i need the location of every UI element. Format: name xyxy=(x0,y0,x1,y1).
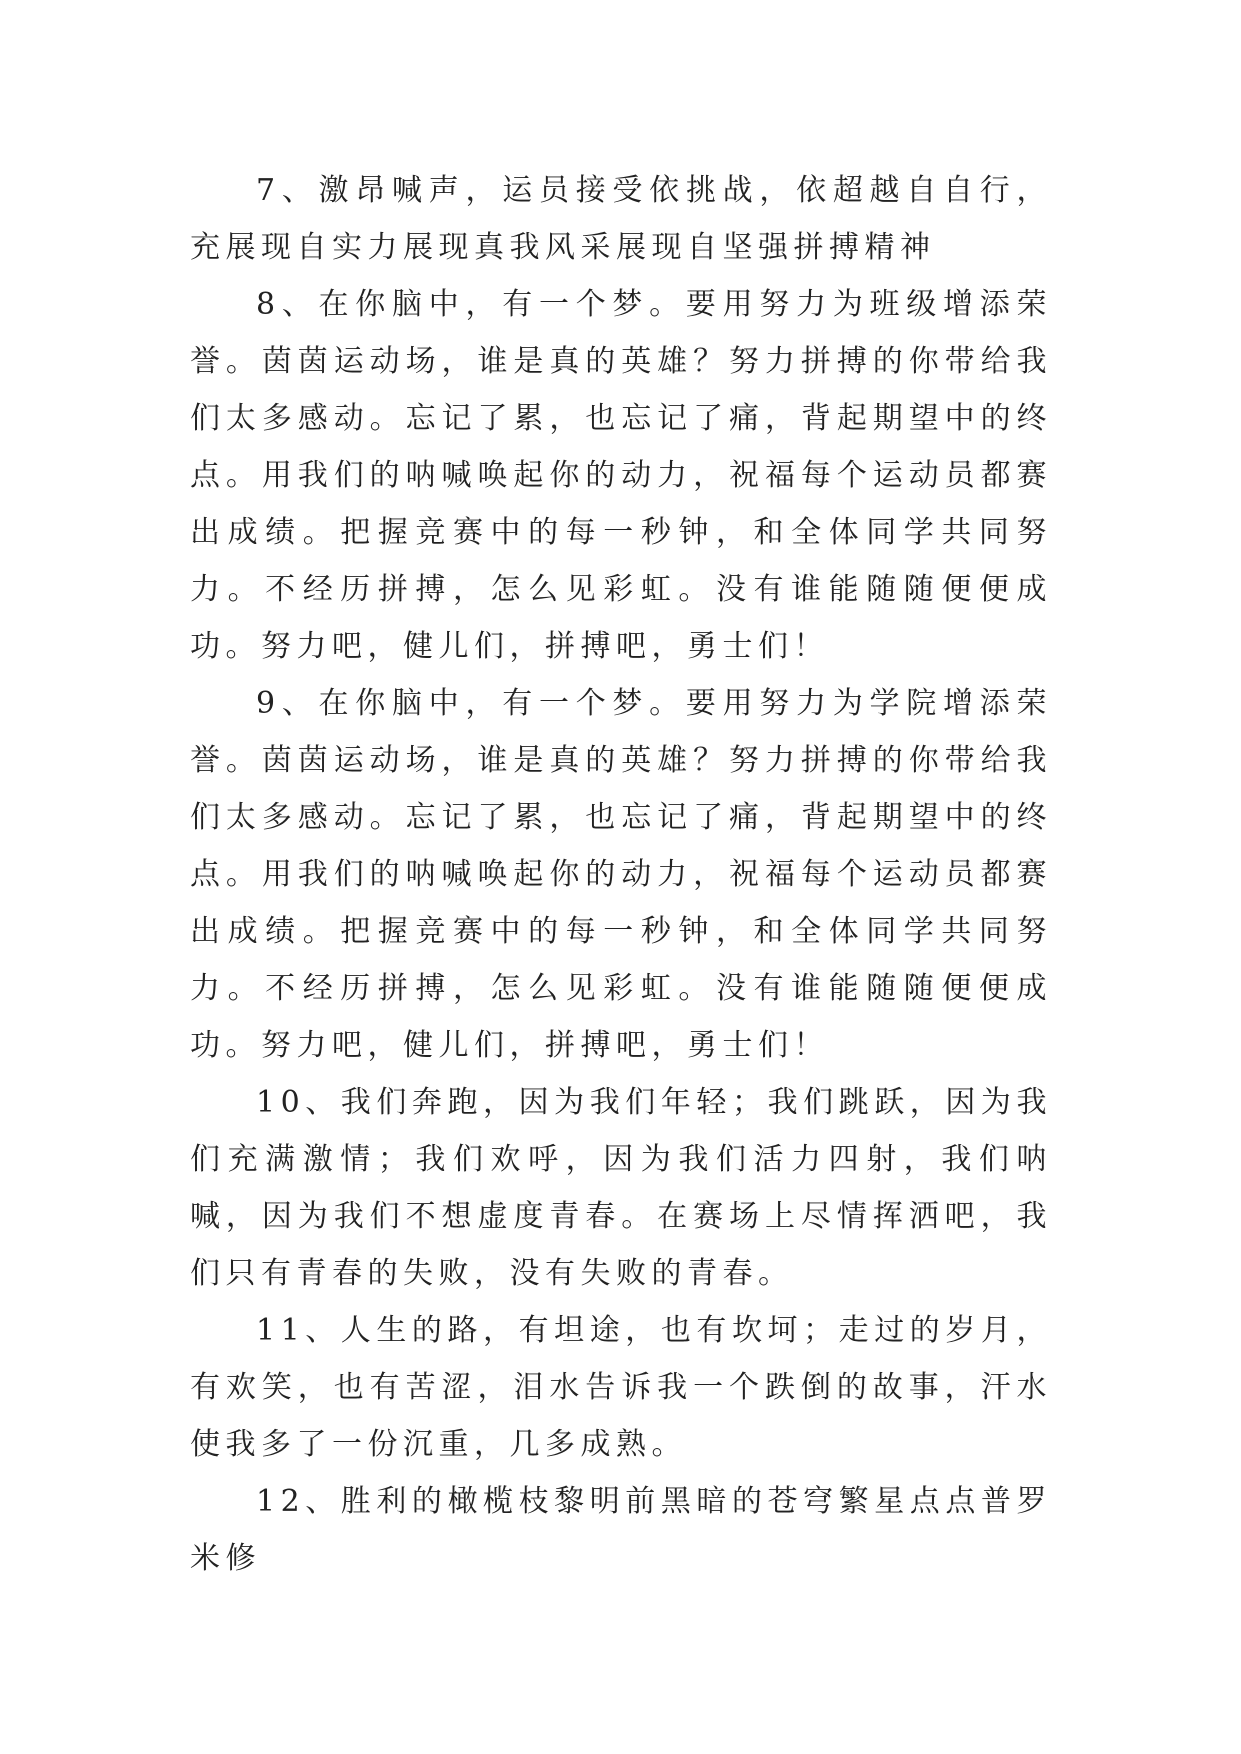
paragraph-8: 8、在你脑中，有一个梦。要用努力为班级增添荣誉。茵茵运动场，谁是真的英雄？努力拼搏的你带给我们太多感动。忘记了累，也忘记了痛，背起期望中的终点。用我们的呐喊唤起你的动力，祝福每个运动员都赛出成绩。把握竞赛中的每一秒钟，和全体同学共同努力。不经历拼搏，怎么见彩虹。没有谁能随随便便成功。努力吧，健儿们，拼搏吧，勇士们！ xyxy=(190,287,1052,664)
paragraph-11: 11、人生的路，有坦途，也有坎坷；走过的岁月，有欢笑，也有苦涩，泪水告诉我一个跌倒的故事，汗水使我多了一份沉重，几多成熟。 xyxy=(190,1313,1052,1462)
paragraph-7: 7、激昂喊声，运员接受依挑战，依超越自自行，充展现自实力展现真我风采展现自坚强拼搏精神 xyxy=(190,173,1052,265)
paragraph-10: 10、我们奔跑，因为我们年轻；我们跳跃，因为我们充满激情；我们欢呼，因为我们活力四射，我们呐喊，因为我们不想虚度青春。在赛场上尽情挥洒吧，我们只有青春的失败，没有失败的青春。 xyxy=(190,1085,1052,1291)
paragraph-9: 9、在你脑中，有一个梦。要用努力为学院增添荣誉。茵茵运动场，谁是真的英雄？努力拼搏的你带给我们太多感动。忘记了累，也忘记了痛，背起期望中的终点。用我们的呐喊唤起你的动力，祝福每个运动员都赛出成绩。把握竞赛中的每一秒钟，和全体同学共同努力。不经历拼搏，怎么见彩虹。没有谁能随随便便成功。努力吧，健儿们，拼搏吧，勇士们！ xyxy=(190,686,1052,1063)
paragraph-12: 12、胜利的橄榄枝黎明前黑暗的苍穹繁星点点普罗米修 xyxy=(190,1484,1052,1576)
